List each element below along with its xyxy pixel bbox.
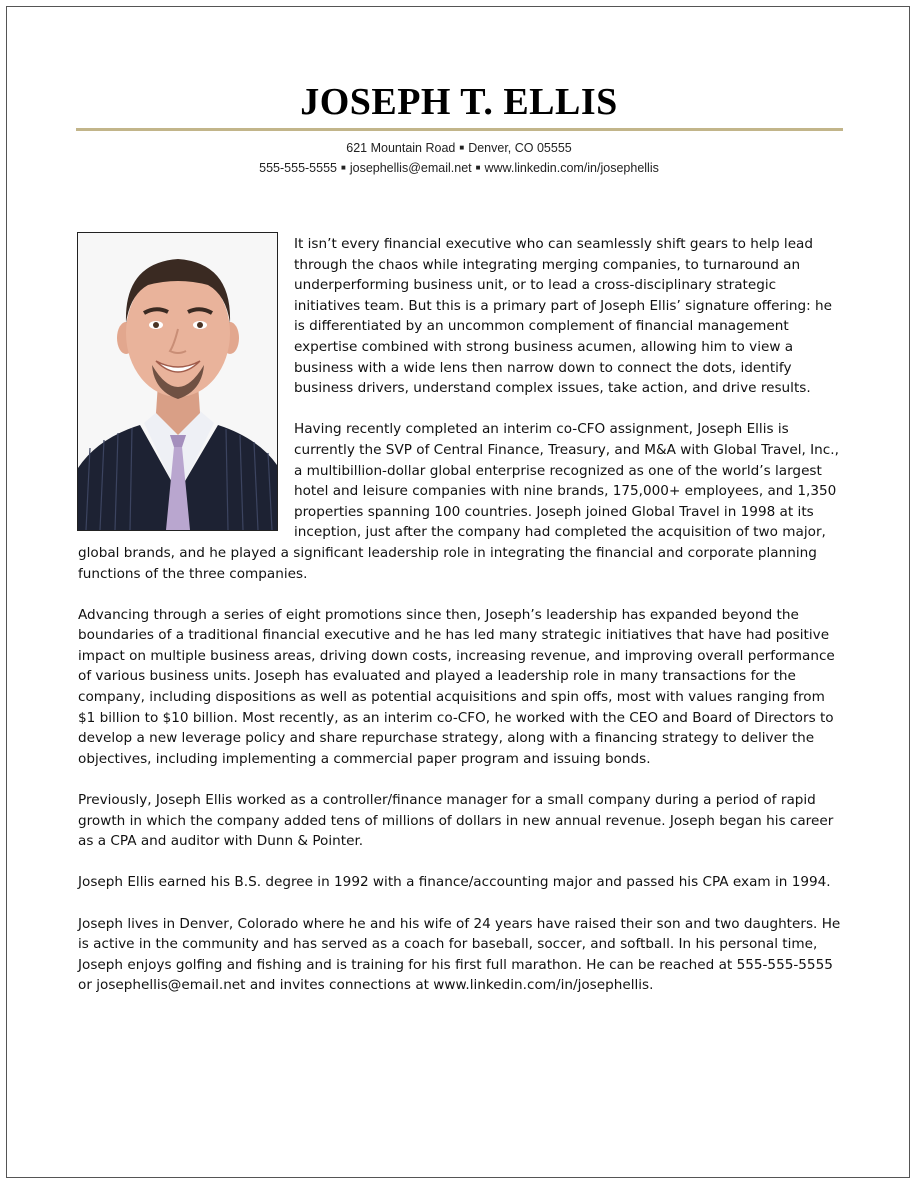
paragraph-summary: It isn’t every financial executive who can seamlessly shift gears to help lead through the chaos while integrating merging companies, to turnaround an underperforming business unit, or to lead a cross-disciplinary strategic initiatives team. But this is a primary part of Joseph Ellis’ signature offering: he is differentiated by an uncommon complement of financial management expertise combined with strong business acumen, allowing him to view a business with a wide lens then narrow down to connect the dots, identify business drivers, understand complex issues, take action, and drive results.	[294, 236, 832, 397]
city: Denver, CO 05555	[468, 141, 572, 155]
profile-body	[78, 234, 842, 1017]
contact-address-line	[0, 141, 918, 155]
address: 621 Mountain Road	[346, 141, 456, 155]
email: josephellis@email.net	[349, 161, 472, 175]
header-divider	[76, 128, 843, 131]
paragraph-education: Joseph Ellis earned his B.S. degree in 1992 with a finance/accounting major and passed his CPA exam in 1994.	[78, 874, 831, 891]
separator-icon: ■	[459, 143, 465, 152]
contact-info-line	[0, 161, 918, 175]
separator-icon: ■	[475, 163, 481, 172]
paragraph-personal: Joseph lives in Denver, Colorado where he and his wife of 24 years have raised their son and two daughters. He is active in the community and has served as a coach for baseball, soccer, and softball. In his personal time, Joseph enjoys golfing and fishing and is training for his first full marathon. He can be reached at 555-555-5555 or josephellis@email.net and invites connections at www.linkedin.com/in/josephellis.	[78, 915, 841, 994]
paragraph-leadership: Advancing through a series of eight promotions since then, Joseph’s leadership has expanded beyond the boundaries of a traditional financial executive and he has led many strategic initiatives that have had positive impact on multiple business areas, driving down costs, increasing revenue, and improving overall performance of various business units. Joseph has evaluated and played a leadership role in many transactions for the company, including dispositions as well as potential acquisitions and spin offs, most with values ranging from $1 billion to $10 billion. Most recently, as an interim co-CFO, he worked with the CEO and Board of Directors to develop a new leverage policy and share repurchase strategy, along with a financing strategy to deliver the objectives, including implementing a commercial paper program and issuing bonds.	[78, 606, 835, 767]
photo-wrap-spacer	[78, 234, 294, 540]
paragraph-current-role: Having recently completed an interim co-CFO assignment, Joseph Ellis is currently the SVP of Central Finance, Treasury, and M&A with Global Travel, Inc., a multibillion-dollar global enterprise recognized as one of the world’s largest hotel and leisure companies with nine brands, 175,000+ employees, and 1,350 properties spanning 100 countries. Joseph joined Global Travel in 1998 at its inception, just after the company had completed the acquisition of two major, global brands, and he played a significant leadership role in integrating the financial and corporate planning functions of the three companies.	[78, 421, 839, 582]
candidate-name: JOSEPH T. ELLIS	[300, 81, 618, 123]
phone: 555-555-5555	[259, 161, 337, 175]
separator-icon: ■	[341, 163, 346, 172]
paragraph-previous-role: Previously, Joseph Ellis worked as a controller/finance manager for a small company during a period of rapid growth in which the company added tens of millions of dollars in new annual revenue. Joseph began his career as a CPA and auditor with Dunn & Pointer.	[78, 792, 834, 850]
linkedin-url: www.linkedin.com/in/josephellis	[484, 161, 659, 175]
